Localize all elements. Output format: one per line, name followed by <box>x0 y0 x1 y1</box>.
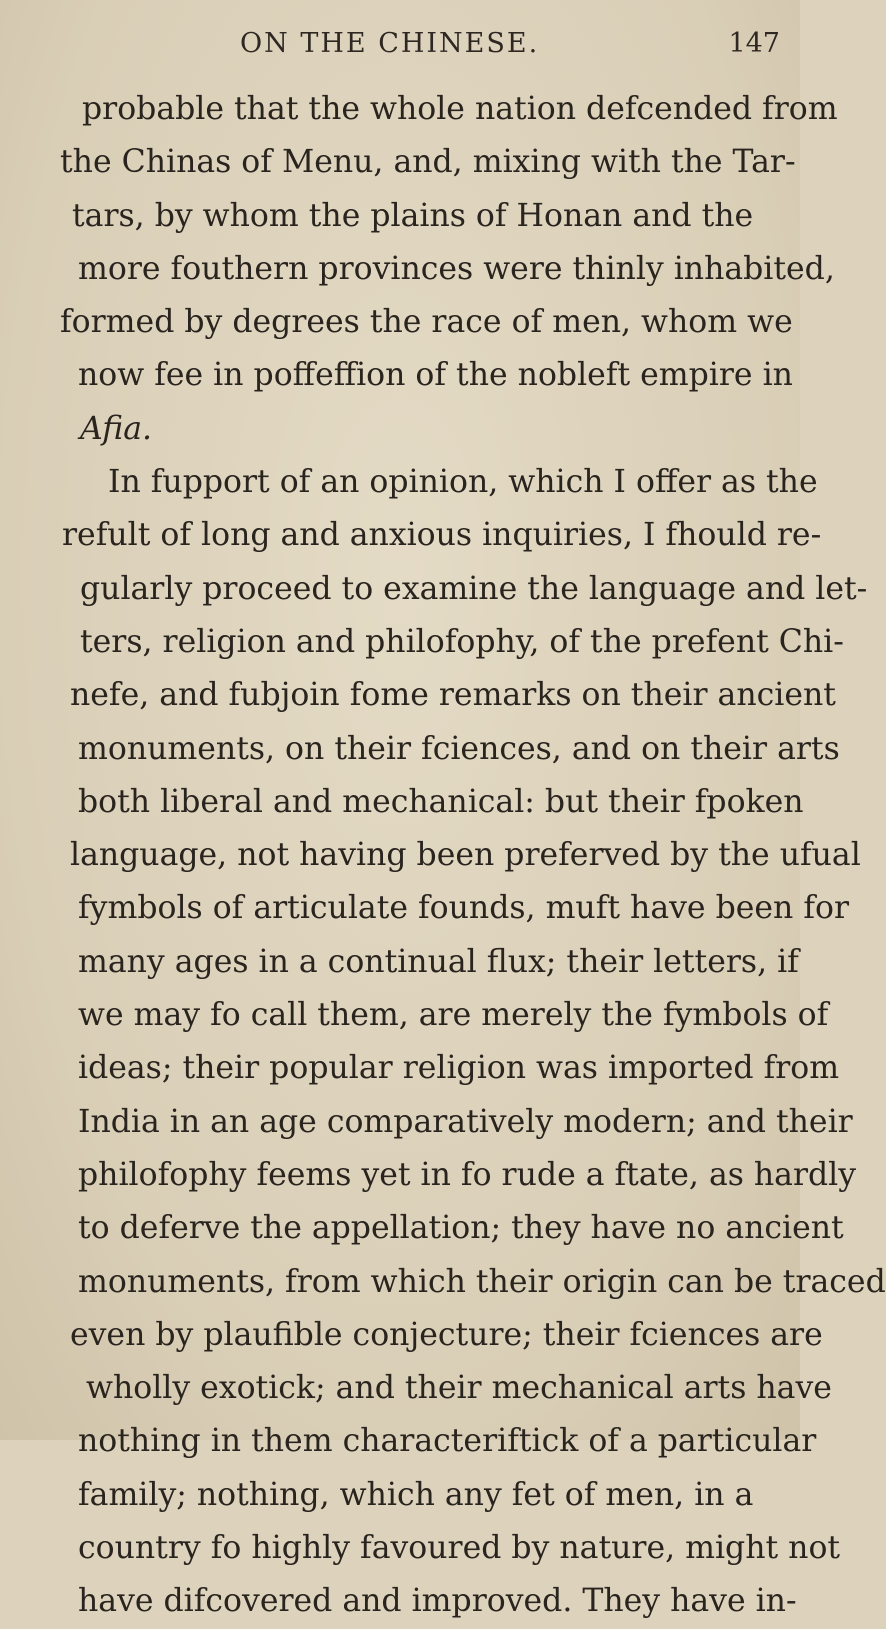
text-line: wholly exotick; and their mechanical arts have <box>86 1370 832 1407</box>
text-line: Afia. <box>80 410 152 447</box>
text-line: even by plaufible conjecture; their fciences are <box>70 1316 823 1353</box>
text-line: more fouthern provinces were thinly inhabited, <box>78 250 835 287</box>
text-line: formed by degrees the race of men, whom we <box>60 304 793 341</box>
text-line: nefe, and fubjoin fome remarks on their ancient <box>70 677 836 714</box>
text-line: country fo highly favoured by nature, might not <box>78 1530 841 1567</box>
text-line: language, not having been preferved by the ufual <box>70 837 861 874</box>
text-line: both liberal and mechanical: but their fpoken <box>78 783 804 820</box>
text-line: gularly proceed to examine the language and let- <box>80 570 868 607</box>
text-line: tars, by whom the plains of Honan and the <box>72 197 754 234</box>
text-line: fymbols of articulate founds, muft have been for <box>78 890 849 927</box>
text-line: the Chinas of Menu, and, mixing with the Tar- <box>60 144 796 181</box>
text-line: India in an age comparatively modern; and their <box>78 1103 853 1140</box>
text-line: many ages in a continual flux; their letters, if <box>78 943 799 980</box>
text-line: ters, religion and philofophy, of the prefent Chi- <box>80 623 844 660</box>
text-line: In fupport of an opinion, which I offer as the <box>108 464 818 501</box>
text-line: have difcovered and improved. They have in- <box>78 1583 797 1620</box>
text-line: to deferve the appellation; they have no ancient <box>78 1210 844 1247</box>
text-line: ideas; their popular religion was imported from <box>78 1050 840 1087</box>
page-header <box>240 28 780 68</box>
text-line: we may fo call them, are merely the fymbols of <box>78 997 829 1034</box>
text-line: family; nothing, which any fet of men, in a <box>78 1476 754 1513</box>
text-line: monuments, from which their origin can be traced <box>78 1263 886 1300</box>
text-line: monuments, on their fciences, and on their arts <box>78 730 840 767</box>
text-line: nothing in them characteriftick of a particular <box>78 1423 817 1460</box>
text-line: refult of long and anxious inquiries, I fhould re- <box>62 517 822 554</box>
text-line: philofophy feems yet in fo rude a ftate, as hardly <box>78 1156 857 1193</box>
text-line: probable that the whole nation defcended from <box>82 91 838 127</box>
body-text <box>60 83 886 1629</box>
text-line: now fee in poffeffion of the nobleft empire in <box>78 357 793 394</box>
page-number: 147 <box>728 28 780 59</box>
running-head: ON THE CHINESE. <box>240 28 540 59</box>
